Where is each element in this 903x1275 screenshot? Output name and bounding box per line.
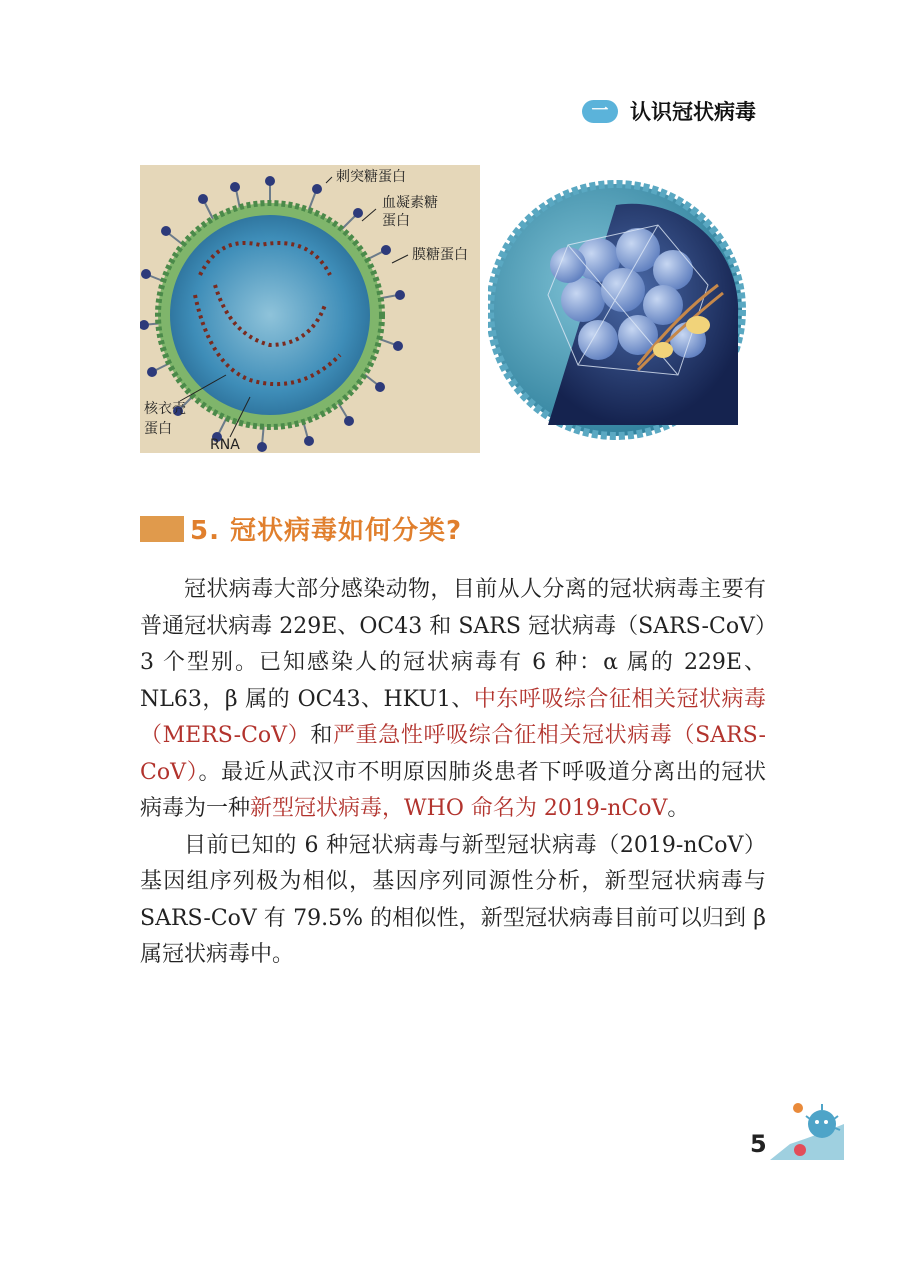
label-spike-glycoprotein: 刺突糖蛋白: [336, 169, 406, 185]
page-number: 5: [750, 1130, 767, 1158]
section-heading: [140, 510, 462, 547]
viral-core: [170, 215, 370, 415]
paragraph-1-text-b: 和: [310, 723, 333, 748]
coronavirus-diagram-illustration: [140, 165, 480, 453]
highlight-2019-ncov: 新型冠状病毒，WHO 命名为 2019-nCoV: [250, 796, 668, 821]
paragraph-2: 目前已知的 6 种冠状病毒与新型冠状病毒（2019-nCoV）基因组序列极为相似，基因序列同源性分析，新型冠状病毒与 SARS-CoV 有 79.5% 的相似性，新型冠状病毒目前可以归到 β 属冠状病毒中。: [140, 832, 766, 967]
paragraph-1-text-a: 冠状病毒大部分感染动物，目前从人分离的冠状病毒主要有普通冠状病毒 229E、OC43 和 SARS 冠状病毒（SARS-CoV）3 个型别。已知感染人的冠状病毒有 6 种：α 属的 229E、NL63，β 属的 OC43、HKU1、: [140, 577, 766, 712]
label-hemagglutinin-line1: 血凝素糖: [382, 195, 438, 211]
chapter-number: 一: [591, 100, 609, 121]
paragraph-1-text-d: 。: [667, 796, 690, 821]
chapter-title: 认识冠状病毒: [630, 100, 756, 124]
highlight-sars: 严重急性呼吸综合征相关冠状病毒（SARS-CoV）: [140, 723, 766, 785]
paragraph-1: [140, 572, 766, 828]
highlight-mers: 中东呼吸综合征相关冠状病毒（MERS-CoV）: [140, 686, 766, 748]
paragraph-1-text-c: 。最近从武汉市不明原因肺炎患者下呼吸道分离出的冠状病毒为一种: [140, 759, 766, 821]
virus-mascot-icon: [760, 1094, 844, 1160]
chapter-header: [582, 96, 756, 126]
label-membrane-glycoprotein: 膜糖蛋白: [412, 247, 468, 263]
label-rna: RNA: [210, 437, 240, 453]
virus-cross-section-illustration: [488, 165, 758, 455]
coronavirus-structure-diagram: [140, 165, 480, 453]
virus-cross-section-graphic: [488, 165, 758, 455]
label-nucleocapsid-line1: 核衣壳: [144, 401, 186, 417]
chapter-number-badge: [582, 100, 618, 123]
section-title: 5. 冠状病毒如何分类?: [190, 516, 463, 546]
article-body: [140, 572, 766, 974]
label-hemagglutinin-line2: 蛋白: [382, 213, 410, 229]
section-marker: [140, 516, 184, 542]
label-nucleocapsid-line2: 蛋白: [144, 421, 172, 437]
